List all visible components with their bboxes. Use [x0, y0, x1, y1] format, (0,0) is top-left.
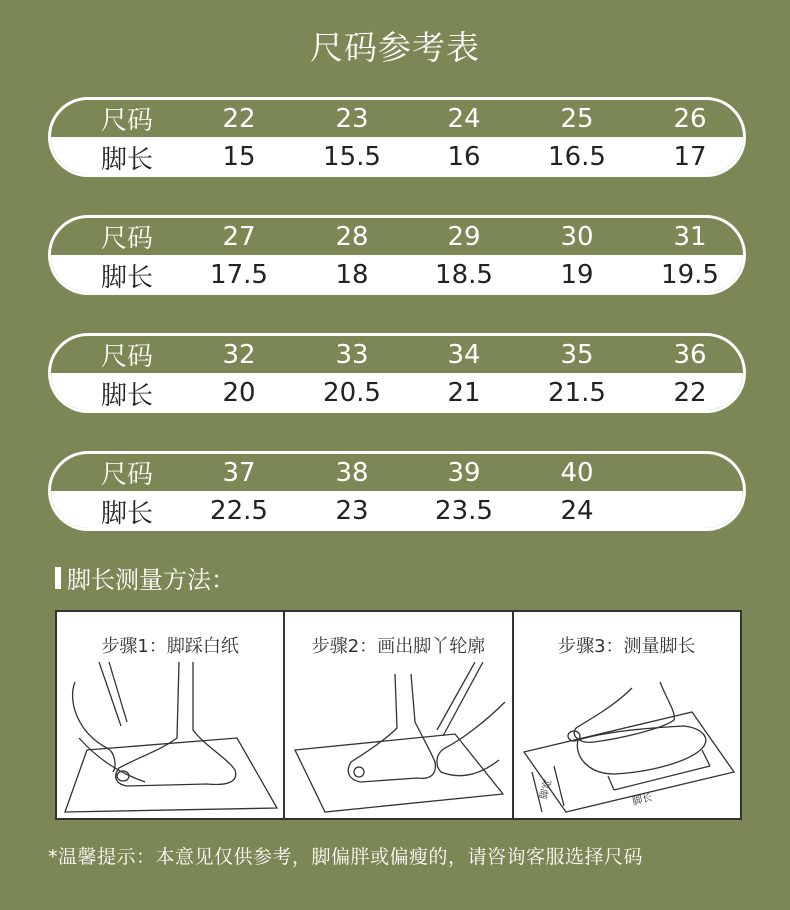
step-2-label: 步骤2：画出脚丫轮廓	[311, 636, 486, 657]
size-value: 25	[560, 103, 594, 134]
size-label: 尺码	[100, 106, 153, 136]
foot-on-paper-illustration	[57, 662, 284, 818]
length-value	[640, 491, 740, 531]
size-label: 尺码	[100, 342, 153, 372]
tip-text: *温馨提示：本意见仅供参考，脚偏胖或偏瘦的，请咨询客服选择尺码	[48, 846, 644, 868]
length-value: 22	[673, 378, 707, 408]
length-row	[51, 255, 743, 295]
length-row	[51, 491, 743, 531]
length-value: 23	[335, 496, 369, 526]
length-value: 15	[222, 142, 256, 172]
length-label: 脚长	[100, 262, 153, 293]
length-value: 17	[673, 142, 707, 172]
step-3	[514, 612, 740, 818]
length-row	[51, 137, 743, 177]
size-row	[51, 336, 743, 373]
size-table-1	[48, 97, 746, 177]
method-title	[55, 560, 235, 595]
page-title: 尺码参考表	[310, 28, 480, 67]
length-value: 19	[560, 260, 594, 290]
length-value: 21	[447, 378, 481, 408]
size-row	[51, 218, 743, 255]
size-value	[640, 454, 740, 491]
size-value: 39	[447, 457, 481, 488]
length-value: 22.5	[210, 496, 268, 526]
size-value: 29	[447, 221, 481, 252]
length-value: 24	[560, 496, 594, 526]
length-value: 23.5	[435, 496, 493, 526]
length-value: 17.5	[210, 260, 268, 290]
length-value: 16	[447, 142, 481, 172]
size-value: 35	[560, 339, 594, 370]
size-value: 36	[673, 339, 707, 370]
length-value: 20	[222, 378, 256, 408]
length-value: 16.5	[548, 142, 606, 172]
drawing-outline-illustration	[285, 662, 512, 818]
foot-width-text: 脚宽	[538, 778, 554, 801]
size-row	[51, 454, 743, 491]
size-row	[51, 100, 743, 137]
size-value: 31	[673, 221, 707, 252]
length-value: 15.5	[323, 142, 381, 172]
size-value: 28	[335, 221, 369, 252]
step-1-label: 步骤1：脚踩白纸	[101, 636, 239, 657]
size-value: 24	[447, 103, 481, 134]
size-label: 尺码	[100, 224, 153, 254]
size-value: 23	[335, 103, 369, 134]
step-2	[285, 612, 513, 818]
length-label: 脚长	[100, 380, 153, 411]
step-1	[57, 612, 285, 818]
length-value: 20.5	[323, 378, 381, 408]
length-label: 脚长	[100, 144, 153, 175]
length-value: 19.5	[661, 260, 719, 290]
size-value: 30	[560, 221, 594, 252]
length-row	[51, 373, 743, 413]
title-bar-marker	[55, 567, 61, 589]
size-value: 22	[222, 103, 256, 134]
length-value: 18.5	[435, 260, 493, 290]
method-title-text: 脚长测量方法：	[67, 566, 235, 594]
size-label: 尺码	[100, 460, 153, 490]
size-table-2	[48, 215, 746, 295]
size-value: 33	[335, 339, 369, 370]
size-table-4	[48, 451, 746, 531]
foot-length-text: 脚长	[631, 792, 654, 808]
size-table-3	[48, 333, 746, 413]
size-value: 32	[222, 339, 256, 370]
length-value: 18	[335, 260, 369, 290]
measuring-foot-illustration	[514, 662, 741, 818]
size-value: 40	[560, 457, 594, 488]
length-label: 脚长	[100, 498, 153, 529]
size-value: 27	[222, 221, 256, 252]
steps-panel	[55, 610, 742, 820]
size-value: 37	[222, 457, 256, 488]
step-3-label: 步骤3：测量脚长	[558, 636, 696, 657]
size-value: 26	[673, 103, 707, 134]
size-value: 38	[335, 457, 369, 488]
length-value: 21.5	[548, 378, 606, 408]
size-value: 34	[447, 339, 481, 370]
